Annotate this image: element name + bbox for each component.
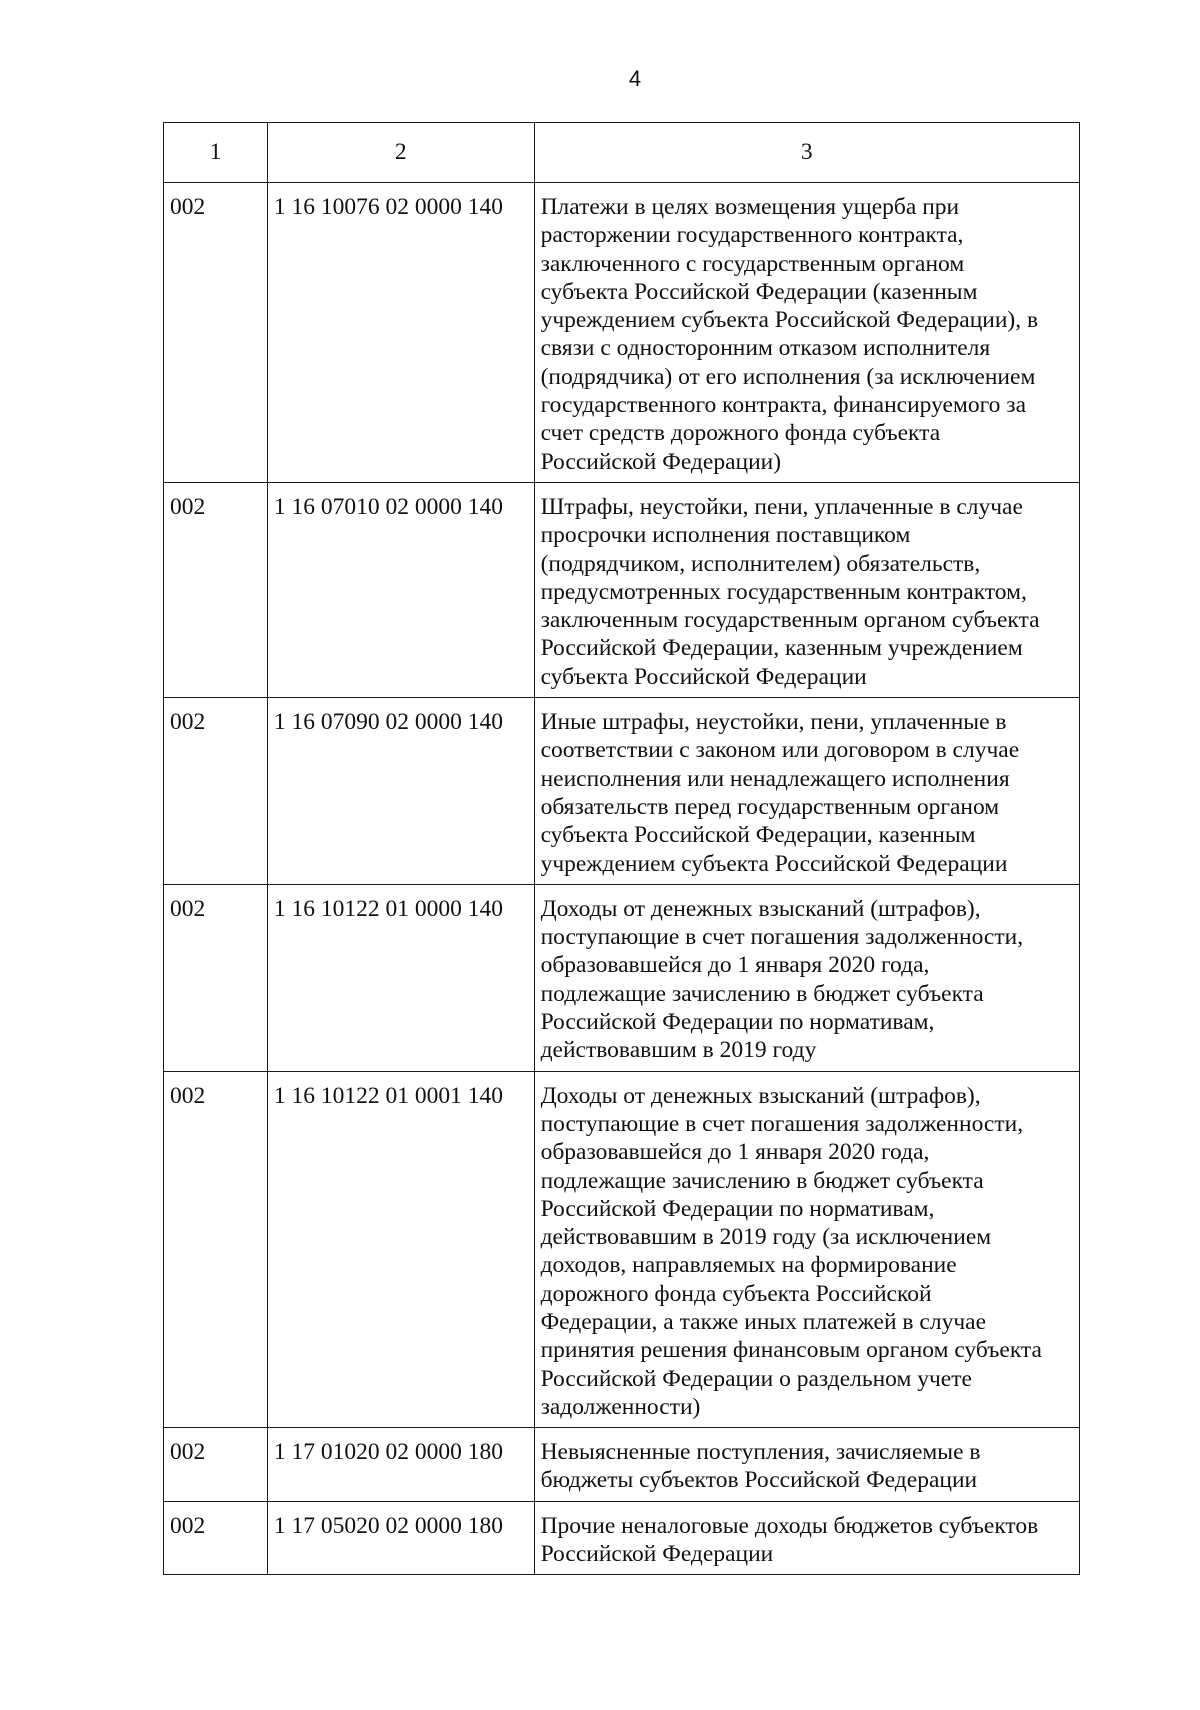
table-row [164, 884, 1080, 1071]
budget-code-cell: 1 16 07090 02 0000 140 [267, 698, 534, 885]
admin-code-cell: 002 [164, 183, 268, 483]
budget-code-cell: 1 16 10076 02 0000 140 [267, 183, 534, 483]
admin-code-cell: 002 [164, 1501, 268, 1575]
admin-code-cell: 002 [164, 884, 268, 1071]
column-header-3: 3 [534, 123, 1079, 183]
description-cell: Платежи в целях возмещения ущерба при расторжении государственного контракта, заключенного с государственным органом субъекта Российской Федерации (казенным учреждением субъекта Российской Федерации), в связи с односторонним отказом исполнителя (подрядчика) от его исполнения (за исключением государственного контракта, финансируемого за счет средств дорожного фонда субъекта Российской Федерации) [534, 183, 1079, 483]
description-cell: Невыясненные поступления, зачисляемые в бюджеты субъектов Российской Федерации [534, 1428, 1079, 1502]
table-row [164, 183, 1080, 483]
table-row [164, 1428, 1080, 1502]
description-cell: Доходы от денежных взысканий (штрафов), поступающие в счет погашения задолженности, образовавшейся до 1 января 2020 года, подлежащие зачислению в бюджет субъекта Российской Федерации по нормативам, действовавшим в 2019 году (за исключением доходов, направляемых на формирование дорожного фонда субъекта Российской Федерации, а также иных платежей в случае принятия решения финансовым органом субъекта Российской Федерации о раздельном учете задолженности) [534, 1071, 1079, 1428]
table-row [164, 1071, 1080, 1428]
budget-code-cell: 1 17 05020 02 0000 180 [267, 1501, 534, 1575]
column-header-2: 2 [267, 123, 534, 183]
description-cell: Доходы от денежных взысканий (штрафов), поступающие в счет погашения задолженности, образовавшейся до 1 января 2020 года, подлежащие зачислению в бюджет субъекта Российской Федерации по нормативам, действовавшим в 2019 году [534, 884, 1079, 1071]
column-header-1: 1 [164, 123, 268, 183]
budget-code-cell: 1 16 10122 01 0001 140 [267, 1071, 534, 1428]
admin-code-cell: 002 [164, 1428, 268, 1502]
admin-code-cell: 002 [164, 698, 268, 885]
description-cell: Прочие неналоговые доходы бюджетов субъектов Российской Федерации [534, 1501, 1079, 1575]
table-header-row [164, 123, 1080, 183]
revenue-codes-table [163, 122, 1080, 1575]
description-cell: Штрафы, неустойки, пени, уплаченные в случае просрочки исполнения поставщиком (подрядчиком, исполнителем) обязательств, предусмотренных государственным контрактом, заключенным государственным органом субъекта Российской Федерации, казенным учреждением субъекта Российской Федерации [534, 482, 1079, 697]
table-row [164, 482, 1080, 697]
table-row [164, 1501, 1080, 1575]
page-number: 4 [628, 66, 642, 91]
description-cell: Иные штрафы, неустойки, пени, уплаченные в соответствии с законом или договором в случае неисполнения или ненадлежащего исполнения обязательств перед государственным органом субъекта Российской Федерации, казенным учреждением субъекта Российской Федерации [534, 698, 1079, 885]
admin-code-cell: 002 [164, 482, 268, 697]
table-row [164, 698, 1080, 885]
budget-code-cell: 1 17 01020 02 0000 180 [267, 1428, 534, 1502]
admin-code-cell: 002 [164, 1071, 268, 1428]
budget-code-cell: 1 16 10122 01 0000 140 [267, 884, 534, 1071]
budget-code-cell: 1 16 07010 02 0000 140 [267, 482, 534, 697]
